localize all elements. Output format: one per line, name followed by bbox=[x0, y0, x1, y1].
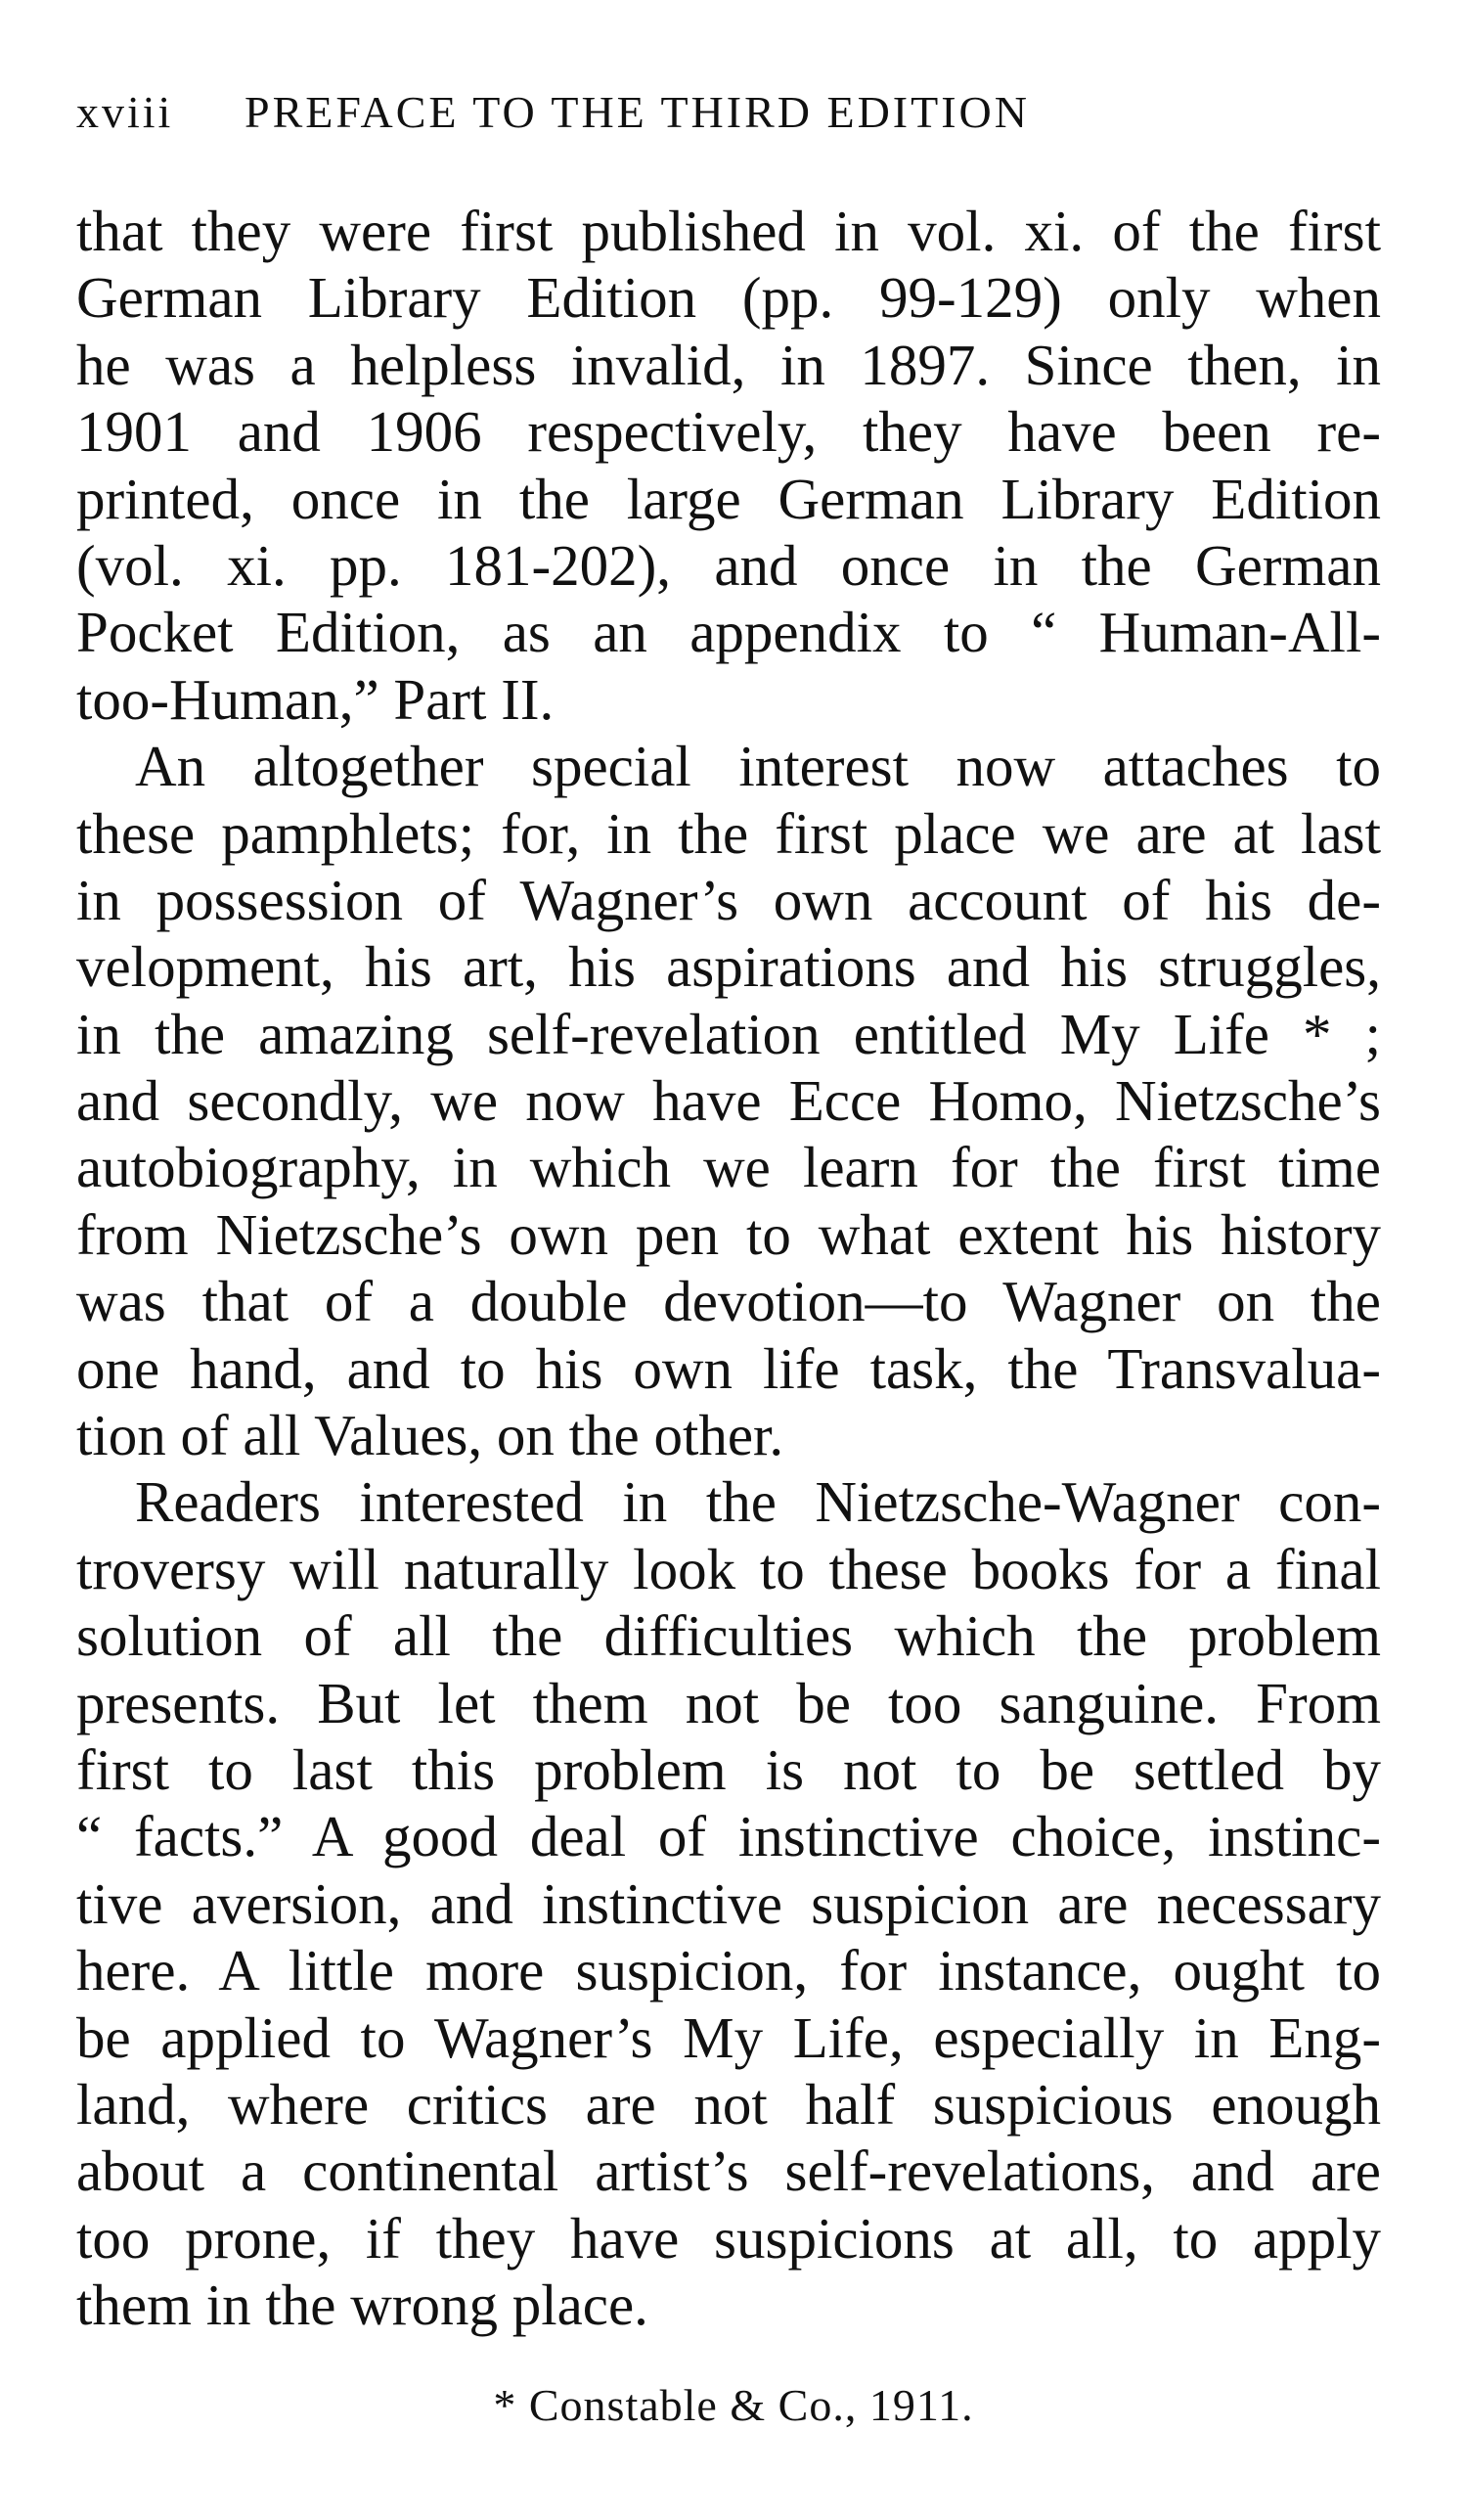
running-title: PREFACE TO THE THIRD EDITION bbox=[244, 87, 1030, 137]
text-line: them in the wrong place. bbox=[76, 2272, 648, 2338]
text-line: “ facts.” A good deal of instinctive choice, instinc- bbox=[76, 1804, 1381, 1869]
text-line: autobiography, in which we learn for the first time bbox=[76, 1135, 1381, 1200]
text-line: and secondly, we now have Ecce Homo, Nietzsche’s bbox=[76, 1068, 1381, 1134]
text-line: first to last this problem is not to be settled by bbox=[76, 1736, 1381, 1802]
text-line: was that of a double devotion—to Wagner on the bbox=[76, 1269, 1381, 1334]
text-line: be applied to Wagner’s My Life, especially in Eng- bbox=[76, 2004, 1381, 2070]
text-line: Pocket Edition, as an appendix to “ Human-All- bbox=[76, 600, 1381, 665]
text-line: these pamphlets; for, in the first place we are at last bbox=[76, 800, 1381, 866]
text-line: that they were first published in vol. xi. of the first bbox=[76, 199, 1381, 263]
paragraph bbox=[76, 198, 1381, 733]
text-line: presents. But let them not be too sanguine. From bbox=[76, 1670, 1381, 1735]
text-line: in the amazing self-revelation entitled My Life * ; bbox=[76, 1001, 1381, 1066]
running-head bbox=[76, 86, 1387, 145]
text-line: tion of all Values, on the other. bbox=[76, 1403, 784, 1468]
text-line: he was a helpless invalid, in 1897. Since then, in bbox=[76, 332, 1381, 397]
text-line: An altogether special interest now attaches to bbox=[135, 734, 1381, 799]
text-line: Readers interested in the Nietzsche-Wagner con- bbox=[135, 1469, 1381, 1535]
text-line: printed, once in the large German Library Edition bbox=[76, 466, 1381, 531]
text-line: troversy will naturally look to these books for a final bbox=[76, 1536, 1381, 1601]
page-number: xviii bbox=[76, 87, 174, 137]
body-text bbox=[76, 198, 1381, 2339]
text-line: German Library Edition (pp. 99-129) only when bbox=[76, 265, 1381, 331]
text-line: too prone, if they have suspicions at all, to apply bbox=[76, 2205, 1381, 2271]
text-line: tive aversion, and instinctive suspicion are necessary bbox=[76, 1870, 1381, 1936]
paragraph bbox=[76, 733, 1381, 1468]
text-line: 1901 and 1906 respectively, they have been re- bbox=[76, 399, 1381, 465]
text-line: from Nietzsche’s own pen to what extent his history bbox=[76, 1201, 1381, 1267]
text-line: (vol. xi. pp. 181-202), and once in the German bbox=[76, 532, 1381, 598]
text-line: in possession of Wagner’s own account of his de- bbox=[76, 867, 1381, 932]
text-line: velopment, his art, his aspirations and his struggles, bbox=[76, 934, 1381, 1000]
footnote: * Constable & Co., 1911. bbox=[493, 2380, 974, 2430]
paragraph bbox=[76, 1468, 1381, 2338]
text-line: solution of all the difficulties which the problem bbox=[76, 1603, 1381, 1669]
text-line: too-Human,” Part II. bbox=[76, 666, 555, 732]
text-line: land, where critics are not half suspicious enough bbox=[76, 2071, 1381, 2137]
text-line: here. A little more suspicion, for instance, ought to bbox=[76, 1938, 1381, 2003]
text-line: one hand, and to his own life task, the Transvalua- bbox=[76, 1335, 1381, 1401]
text-line: about a continental artist’s self-revelations, and are bbox=[76, 2138, 1381, 2204]
